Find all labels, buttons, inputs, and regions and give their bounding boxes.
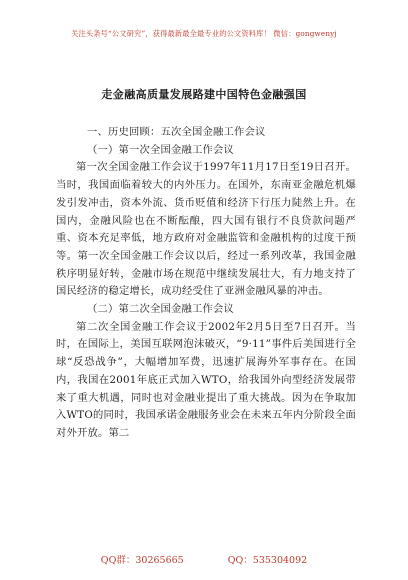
footer-contact (0, 552, 408, 566)
section-heading: 一、历史回顾：五次全国金融工作会议 (87, 126, 266, 138)
paragraph: 第一次全国金融工作会议于1997年11月17日至19日召开。当时，我国面临着较大的内外压力。在国外，东南亚金融危机爆发引发冲击，资本外流、货币贬值和经济下行压力陡然上升。在国内，金融风险也在不断酝酿，四大国有银行不良贷款问题严重、资本充足率低，地方政府对金融监管和金融机构的过度干预等。第一次全国金融工作会议以后，经过一系列改革，我国金融秩序明显好转，金融市场在规范中继续发展壮大，有力地支持了国民经济的稳定增长，成功经受住了亚洲金融风暴的冲击。 (56, 161, 356, 298)
qq-contact-text: QQ：535304092 (227, 555, 308, 566)
promo-banner: 关注头条号“公文研究”，获得最新最全最专业的公文资料库！ 微信：gongwenyj (71, 29, 337, 38)
subsection-heading: （一）第一次全国金融工作会议 (87, 143, 234, 156)
document-title: 走金融高质量发展路建中国特色金融强国 (101, 88, 307, 101)
subsection-heading: （二）第二次全国金融工作会议 (87, 303, 234, 316)
document-body (56, 120, 356, 443)
paragraph: 第二次全国金融工作会议于2002年2月5日至7日召开。当时，在国际上，美国互联网泡沫破灭，“9·11”事件后美国进行全球“反恐战争”，大幅增加军费，迅速扩展海外军事存在。在国内，我国在2001年底正式加入WTO，给我国外向型经济发展带来了重大机遇，同时也对金融业提出了重大挑战。因为在争取加入WTO的同时，我国承诺金融服务业会在未来五年内分阶段全面对外开放。第二 (56, 320, 356, 439)
qq-group-text: QQ群：30265665 (100, 555, 184, 566)
